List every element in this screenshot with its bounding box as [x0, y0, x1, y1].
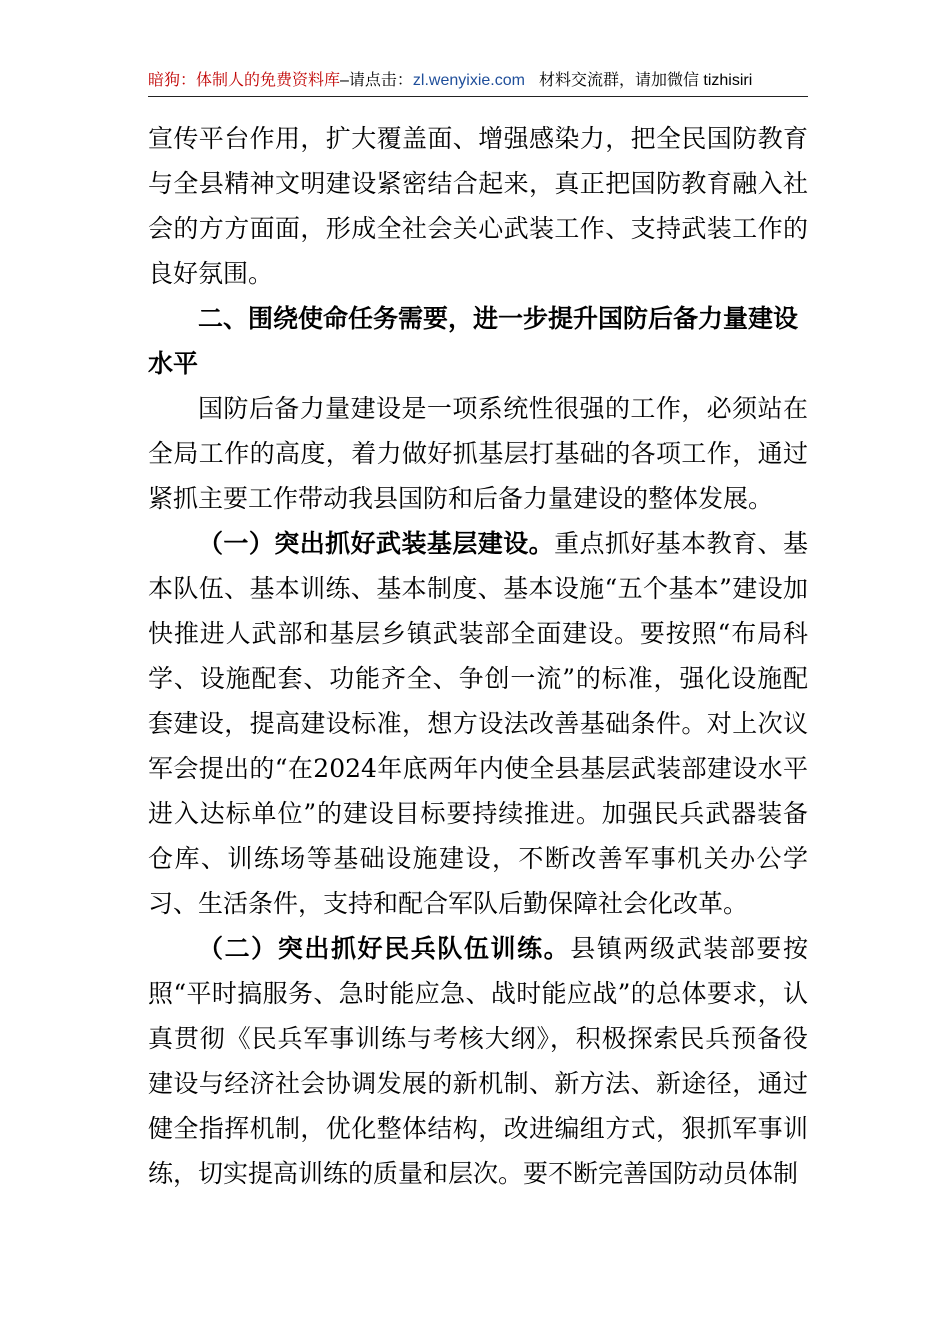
sub2-body: 县镇两级武装部要按照“平时搞服务、急时能应急、战时能应战”的总体要求，认真贯彻《民兵军事训练与考核大纲》，积极探索民兵预备役建设与经济社会协调发展的新机制、新方法、新途径，通过健全指挥机制，优化整体结构，改进编组方式，狠抓军事训练，切实提高训练的质量和层次。要不断完善国防动员体制 — [148, 934, 808, 1188]
click-prompt: –请点击： — [340, 72, 413, 89]
site-url-link[interactable]: zl.wenyixie.com — [412, 72, 525, 89]
section-heading: 二、围绕使命任务需要，进一步提升国防后备力量建设水平 — [148, 304, 799, 378]
page-header — [148, 66, 808, 97]
paragraph-continued: 宣传平台作用，扩大覆盖面、增强感染力，把全民国防教育与全县精神文明建设紧密结合起来，真正把国防教育融入社会的方方面面，形成全社会关心武装工作、支持武装工作的良好氛围。 — [148, 124, 808, 288]
sub2-title: （二）突出抓好民兵队伍训练。 — [198, 934, 571, 963]
sub1-body: 重点抓好基本教育、基本队伍、基本训练、基本制度、基本设施“五个基本”建设加快推进人武部和基层乡镇武装部全面建设。要按照“布局科学、设施配套、功能齐全、争创一流”的标准，强化设施配套建设，提高建设标准，想方设法改善基础条件。对上次议军会提出的“在2024年底两年内使全县基层武装部建设水平进入达标单位”的建设目标要持续推进。加强民兵武器装备仓库、训练场等基础设施建设，不断改善军事机关办公学习、生活条件，支持和配合军队后勤保障社会化改革。 — [148, 529, 808, 918]
paragraph-sub1 — [148, 521, 808, 926]
document-body — [148, 116, 808, 1196]
group-text: 材料交流群，请加微信 tizhisiri — [538, 72, 753, 89]
site-label[interactable]: 暗狗：体制人的免费资料库 — [148, 72, 341, 89]
sub1-title: （一）突出抓好武装基层建设。 — [198, 529, 555, 558]
paragraph-sub2 — [148, 926, 808, 1196]
paragraph-intro: 国防后备力量建设是一项系统性很强的工作，必须站在全局工作的高度，着力做好抓基层打基础的各项工作，通过紧抓主要工作带动我县国防和后备力量建设的整体发展。 — [148, 394, 808, 513]
